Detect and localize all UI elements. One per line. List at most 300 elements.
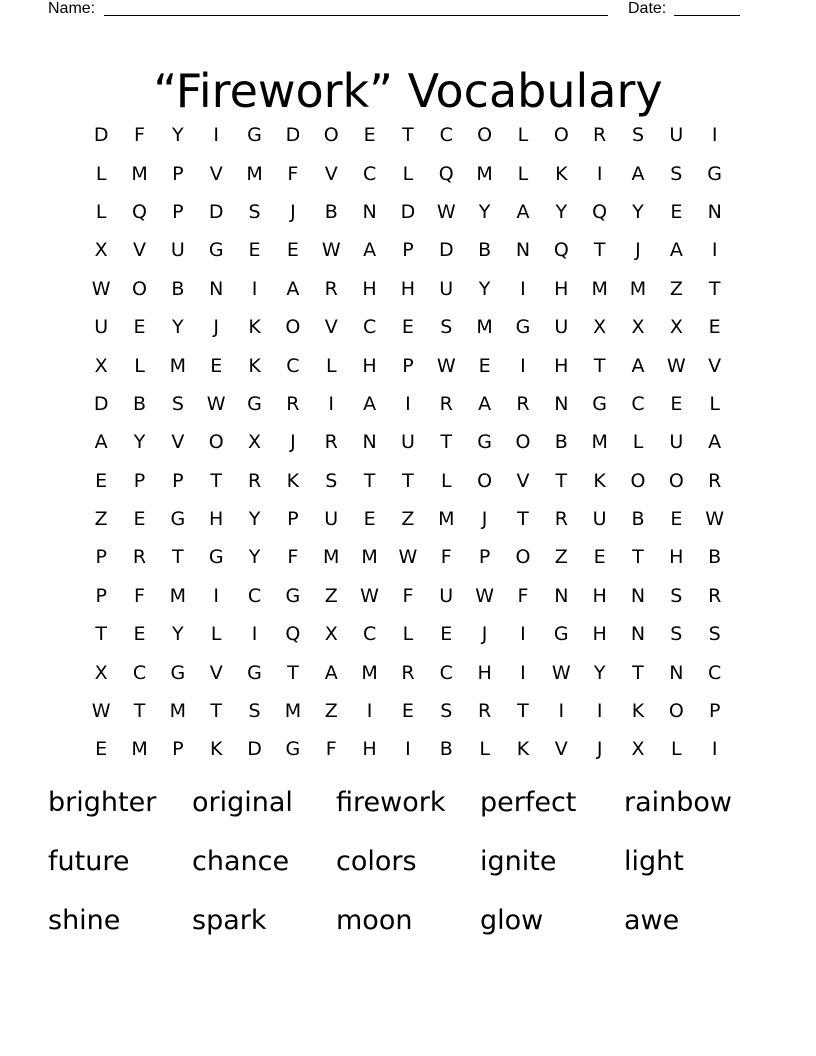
grid-letter: W [666, 354, 686, 377]
grid-letter: R [247, 469, 262, 492]
grid-letter: J [596, 738, 603, 761]
grid-letter: G [170, 661, 186, 684]
grid-letter: H [592, 623, 607, 646]
grid-letter: L [95, 162, 107, 185]
grid-letter: I [520, 354, 526, 377]
grid-letter: I [520, 623, 526, 646]
grid-letter: C [362, 316, 377, 339]
word-list-item: glow [480, 905, 544, 936]
grid-letter: Y [478, 200, 491, 223]
grid-letter: H [592, 584, 607, 607]
grid-letter: J [481, 508, 488, 531]
grid-letter: M [591, 431, 608, 454]
grid-letter: C [362, 162, 377, 185]
grid-letter: Y [555, 200, 568, 223]
grid-letter: R [401, 661, 415, 684]
grid-letter: A [708, 431, 722, 454]
grid-letter: C [631, 392, 645, 415]
grid-letter: Q [438, 162, 454, 185]
grid-letter: D [285, 124, 301, 147]
grid-letter: W [705, 508, 725, 531]
grid-letter: T [517, 508, 529, 531]
grid-letter: L [517, 124, 529, 147]
grid-letter: R [708, 469, 722, 492]
grid-letter: Q [553, 239, 569, 262]
grid-letter: I [213, 584, 219, 607]
grid-letter: T [363, 469, 376, 492]
grid-letter: G [208, 239, 224, 262]
grid-letter: M [438, 508, 455, 531]
grid-letter: E [440, 623, 453, 646]
grid-letter: M [361, 546, 378, 569]
grid-letter: E [95, 738, 108, 761]
grid-letter: P [95, 546, 107, 569]
grid-letter: D [400, 200, 416, 223]
date-label: Date: [628, 0, 667, 17]
grid-letter: M [169, 700, 187, 723]
grid-letter: V [133, 239, 147, 262]
grid-letter: V [516, 469, 530, 492]
grid-letter: J [290, 431, 296, 454]
grid-letter: V [324, 316, 338, 339]
grid-letter: V [209, 661, 223, 684]
grid-letter: R [324, 431, 338, 454]
grid-letter: H [477, 661, 492, 684]
grid-letter: P [287, 508, 299, 531]
grid-letter: H [554, 354, 569, 377]
grid-letter: B [324, 200, 338, 223]
grid-letter: E [363, 508, 376, 531]
grid-letter: D [208, 200, 224, 223]
word-list-item: awe [624, 905, 680, 936]
grid-letter: K [248, 354, 261, 377]
name-label: Name: [48, 0, 96, 17]
grid-letter: A [324, 661, 338, 684]
grid-letter: B [171, 277, 185, 300]
grid-letter: L [632, 431, 644, 454]
grid-letter: N [362, 431, 377, 454]
word-list-item: light [624, 846, 684, 877]
grid-letter: O [553, 124, 569, 147]
word-list [48, 780, 768, 957]
grid-letter: Y [632, 200, 644, 223]
grid-letter: L [402, 162, 414, 185]
grid-letter: T [172, 546, 184, 569]
grid-letter: H [362, 354, 377, 377]
grid-letter: M [284, 700, 302, 723]
grid-letter: Z [554, 546, 568, 569]
grid-letter: G [208, 546, 224, 569]
grid-letter: L [134, 354, 145, 377]
grid-letter: M [591, 277, 608, 300]
grid-letter: C [362, 623, 377, 646]
grid-letter: K [631, 700, 645, 723]
grid-letter: U [669, 431, 684, 454]
grid-letter: N [630, 623, 646, 646]
word-list-item: moon [336, 905, 413, 936]
grid-letter: N [362, 200, 377, 223]
grid-letter: Z [669, 277, 683, 300]
grid-letter: R [554, 508, 568, 531]
grid-letter: G [247, 661, 262, 684]
grid-letter: G [707, 162, 723, 185]
grid-letter: M [323, 546, 340, 569]
header [48, 0, 740, 20]
grid-letter: R [593, 124, 607, 147]
grid-letter: O [630, 469, 646, 492]
grid-letter: E [363, 124, 376, 147]
grid-letter: K [555, 162, 568, 185]
grid-letter: P [478, 546, 491, 569]
grid-letter: M [476, 162, 493, 185]
grid-letter: B [132, 392, 147, 415]
grid-letter: G [477, 431, 492, 454]
grid-letter: I [213, 124, 219, 147]
grid-letter: R [708, 584, 722, 607]
grid-letter: C [439, 124, 453, 147]
grid-letter: L [517, 162, 529, 185]
grid-letter: W [321, 239, 341, 262]
grid-letter: T [402, 124, 414, 147]
grid-letter: N [630, 584, 646, 607]
grid-letter: E [95, 469, 108, 492]
grid-letter: X [94, 354, 108, 377]
grid-letter: V [324, 162, 338, 185]
grid-letter: E [401, 700, 414, 723]
grid-letter: D [93, 392, 109, 415]
grid-letter: D [247, 738, 262, 761]
grid-letter: U [94, 316, 109, 339]
grid-letter: H [400, 277, 416, 300]
grid-letter: S [248, 700, 261, 723]
grid-letter: X [94, 661, 108, 684]
grid-letter: G [553, 623, 569, 646]
grid-letter: F [325, 738, 337, 761]
grid-letter: S [440, 700, 453, 723]
grid-letter: I [711, 738, 718, 761]
grid-letter: A [286, 277, 300, 300]
grid-letter: L [402, 623, 414, 646]
grid-letter: L [95, 200, 107, 223]
grid-letter: M [131, 738, 148, 761]
grid-letter: Y [172, 124, 184, 147]
grid-letter: I [328, 392, 335, 415]
grid-letter: W [206, 392, 226, 415]
grid-letter: E [133, 508, 146, 531]
grid-letter: F [287, 546, 299, 569]
grid-letter: H [362, 738, 377, 761]
grid-letter: O [668, 469, 684, 492]
grid-letter: W [91, 700, 111, 723]
grid-letter: C [708, 661, 722, 684]
grid-letter: N [209, 277, 224, 300]
grid-letter: U [324, 508, 339, 531]
grid-letter: Q [592, 200, 608, 223]
grid-letter: A [478, 392, 492, 415]
grid-letter: X [669, 316, 683, 339]
grid-letter: I [405, 738, 411, 761]
grid-letter: X [593, 316, 607, 339]
grid-letter: T [440, 431, 453, 454]
grid-letter: J [213, 316, 219, 339]
grid-letter: W [475, 584, 494, 607]
grid-letter: Z [401, 508, 415, 531]
grid-letter: I [251, 623, 258, 646]
grid-letter: K [248, 316, 261, 339]
grid-letter: F [287, 162, 299, 185]
name-field[interactable] [104, 15, 608, 16]
grid-letter: R [439, 392, 453, 415]
grid-letter: H [362, 277, 377, 300]
grid-letter: G [247, 124, 262, 147]
grid-letter: N [515, 239, 531, 262]
grid-letter: H [554, 277, 569, 300]
word-list-item: chance [192, 846, 290, 877]
grid-letter: W [398, 546, 418, 569]
grid-letter: Y [478, 277, 491, 300]
grid-letter: Q [285, 623, 301, 646]
grid-letter: O [668, 700, 684, 723]
grid-letter: I [520, 277, 526, 300]
grid-letter: E [210, 354, 223, 377]
grid-letter: O [132, 277, 147, 300]
grid-letter: Y [248, 546, 261, 569]
grid-letter: S [440, 316, 453, 339]
grid-letter: E [670, 508, 683, 531]
grid-letter: G [247, 392, 262, 415]
grid-letter: M [169, 354, 187, 377]
grid-letter: T [402, 469, 414, 492]
grid-letter: W [436, 354, 456, 377]
grid-letter: U [554, 316, 569, 339]
grid-letter: X [324, 623, 338, 646]
grid-letter: W [91, 277, 111, 300]
grid-letter: T [133, 700, 146, 723]
grid-letter: T [210, 469, 222, 492]
grid-letter: S [171, 392, 184, 415]
grid-letter: T [287, 661, 299, 684]
grid-letter: B [439, 738, 453, 761]
grid-letter: T [517, 700, 529, 723]
word-list-item: colors [336, 846, 417, 877]
grid-letter: L [671, 738, 682, 761]
grid-letter: P [172, 162, 184, 185]
grid-letter: Y [248, 508, 261, 531]
grid-letter: N [554, 584, 569, 607]
grid-letter: R [132, 546, 147, 569]
grid-letter: J [481, 623, 488, 646]
grid-letter: N [707, 200, 722, 223]
grid-letter: O [477, 469, 493, 492]
word-list-item: future [48, 846, 130, 877]
grid-letter: M [629, 277, 647, 300]
grid-letter: I [596, 700, 603, 723]
grid-letter: L [479, 738, 490, 761]
grid-letter: S [670, 162, 683, 185]
grid-letter: P [708, 700, 721, 723]
grid-letter: O [208, 431, 224, 454]
grid-letter: L [325, 354, 337, 377]
grid-letter: S [670, 584, 683, 607]
grid-letter: U [439, 584, 454, 607]
grid-letter: L [709, 392, 720, 415]
date-field[interactable] [674, 15, 740, 16]
grid-letter: T [95, 623, 107, 646]
grid-letter: C [439, 661, 453, 684]
grid-letter: P [172, 200, 184, 223]
word-list-item: firework [336, 787, 446, 818]
grid-letter: S [708, 623, 721, 646]
grid-letter: X [248, 431, 262, 454]
grid-letter: O [323, 124, 339, 147]
grid-letter: I [596, 162, 603, 185]
grid-letter: T [555, 469, 568, 492]
grid-letter: Y [172, 316, 184, 339]
word-list-item: ignite [480, 846, 557, 877]
grid-letter: C [286, 354, 300, 377]
grid-letter: K [516, 738, 530, 761]
grid-letter: R [516, 392, 530, 415]
grid-letter: Q [132, 200, 147, 223]
grid-letter: U [400, 431, 415, 454]
grid-letter: L [210, 623, 222, 646]
grid-letter: I [711, 239, 718, 262]
grid-letter: C [247, 584, 262, 607]
grid-letter: W [436, 200, 456, 223]
page-title: “Firework” Vocabulary [153, 63, 663, 118]
grid-letter: E [708, 316, 721, 339]
grid-letter: R [478, 700, 492, 723]
word-list-item: rainbow [624, 787, 732, 818]
grid-letter: B [554, 431, 568, 454]
word-list-item: brighter [48, 787, 157, 818]
word-search-grid [82, 116, 734, 769]
grid-letter: S [248, 200, 261, 223]
grid-letter: T [210, 700, 222, 723]
grid-letter: P [172, 738, 184, 761]
grid-letter: A [669, 239, 683, 262]
grid-letter: H [209, 508, 224, 531]
grid-letter: I [251, 277, 258, 300]
grid-letter: F [440, 546, 452, 569]
grid-letter: O [515, 431, 531, 454]
grid-letter: H [669, 546, 684, 569]
grid-letter: M [246, 162, 263, 185]
grid-letter: U [592, 508, 607, 531]
grid-letter: E [593, 546, 606, 569]
grid-letter: Z [94, 508, 108, 531]
grid-letter: P [172, 469, 184, 492]
grid-letter: X [631, 738, 645, 761]
grid-letter: V [209, 162, 223, 185]
grid-letter: Z [324, 584, 338, 607]
grid-letter: R [286, 392, 300, 415]
grid-letter: I [405, 392, 411, 415]
grid-letter: T [632, 546, 644, 569]
grid-letter: T [593, 239, 606, 262]
grid-letter: A [363, 392, 377, 415]
grid-letter: G [170, 508, 186, 531]
grid-letter: M [131, 162, 148, 185]
grid-letter: M [476, 316, 493, 339]
grid-letter: U [439, 277, 454, 300]
grid-letter: A [363, 239, 377, 262]
grid-letter: D [438, 239, 454, 262]
grid-letter: I [711, 124, 718, 147]
grid-letter: G [592, 392, 607, 415]
grid-letter: E [133, 623, 146, 646]
grid-letter: X [631, 316, 645, 339]
grid-letter: P [402, 239, 414, 262]
grid-letter: A [631, 162, 645, 185]
grid-letter: Y [133, 431, 146, 454]
grid-letter: P [133, 469, 146, 492]
grid-letter: T [632, 661, 644, 684]
grid-letter: O [285, 316, 301, 339]
grid-letter: G [285, 584, 301, 607]
grid-letter: T [708, 277, 721, 300]
grid-letter: P [95, 584, 107, 607]
grid-letter: M [169, 584, 187, 607]
word-list-item: spark [192, 905, 267, 936]
grid-letter: P [402, 354, 414, 377]
grid-letter: X [94, 239, 108, 262]
grid-letter: K [209, 738, 223, 761]
grid-letter: S [325, 469, 338, 492]
grid-letter: V [554, 738, 568, 761]
grid-letter: I [366, 700, 373, 723]
grid-letter: O [477, 124, 493, 147]
grid-letter: R [324, 277, 338, 300]
grid-letter: B [708, 546, 722, 569]
grid-letter: K [286, 469, 300, 492]
grid-letter: E [286, 239, 299, 262]
grid-letter: E [478, 354, 491, 377]
grid-letter: S [631, 124, 645, 147]
grid-letter: K [593, 469, 606, 492]
grid-letter: E [401, 316, 414, 339]
grid-letter: C [132, 661, 147, 684]
word-list-item: original [192, 787, 293, 818]
grid-letter: A [94, 431, 108, 454]
grid-letter: E [670, 392, 683, 415]
grid-letter: J [290, 200, 296, 223]
grid-letter: F [402, 584, 414, 607]
word-list-item: perfect [480, 787, 577, 818]
grid-letter: M [361, 661, 378, 684]
grid-letter: Y [172, 623, 184, 646]
grid-letter: S [670, 623, 683, 646]
grid-letter: A [631, 354, 645, 377]
word-list-item: shine [48, 905, 121, 936]
grid-letter: B [631, 508, 645, 531]
grid-letter: F [517, 584, 529, 607]
grid-letter: Y [593, 661, 606, 684]
grid-letter: D [93, 124, 109, 147]
grid-letter: W [551, 661, 571, 684]
grid-letter: B [478, 239, 492, 262]
grid-letter: F [134, 124, 145, 147]
grid-letter: Z [324, 700, 338, 723]
grid-letter: O [515, 546, 531, 569]
grid-letter: V [708, 354, 722, 377]
grid-letter: E [248, 239, 261, 262]
grid-letter: T [593, 354, 606, 377]
grid-letter: E [133, 316, 146, 339]
grid-letter: G [515, 316, 531, 339]
grid-letter: J [635, 239, 641, 262]
grid-letter: L [440, 469, 452, 492]
